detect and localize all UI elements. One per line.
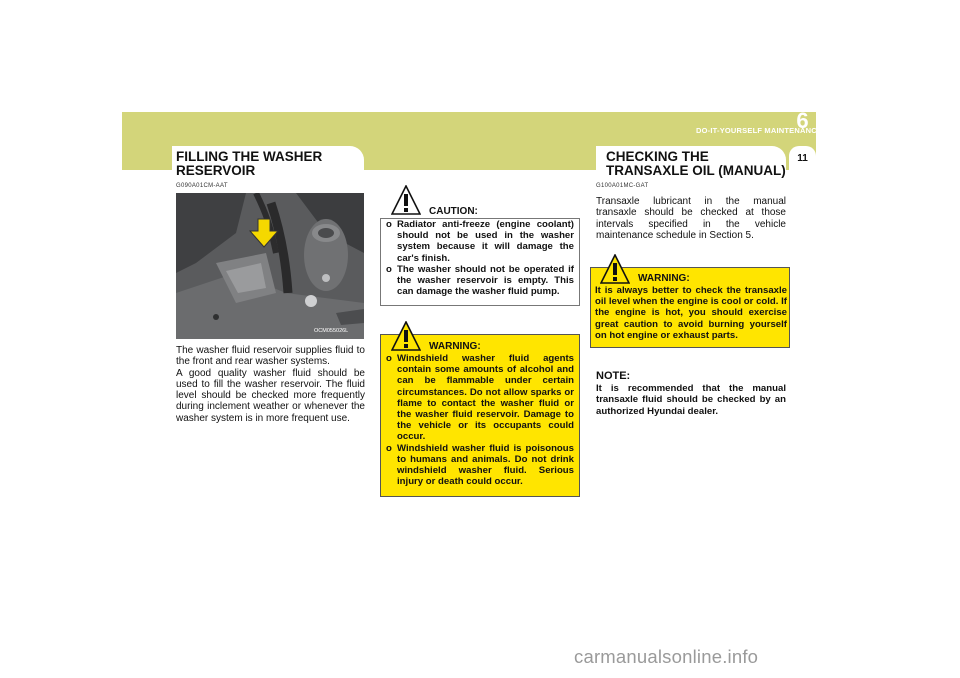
exclamation-triangle-icon (391, 321, 421, 351)
right-title-line2: TRANSAXLE OIL (MANUAL) (606, 163, 786, 178)
note-text: It is recommended that the manual transaxle fluid should be checked by an authorized Hyundai dealer. (596, 383, 786, 417)
caution-item-2-text: The washer should not be operated if the washer reservoir is empty. This can damage the washer fluid pump. (397, 263, 574, 298)
transaxle-warning-title: WARNING: (638, 273, 690, 284)
exclamation-triangle-icon (391, 185, 421, 215)
bullet: o (386, 263, 392, 275)
left-title-line1: FILLING THE WASHER (176, 149, 323, 164)
caution-item-1-text: Radiator anti-freeze (engine coolant) should not be used in the washer system because it will damage the car's finish. (397, 219, 574, 264)
left-body-text (176, 345, 365, 424)
watermark: carmanualsonline.info (574, 646, 759, 667)
note-title: NOTE: (596, 370, 631, 382)
caution-item-1 (386, 219, 574, 264)
washer-warning-item-2-text: Windshield washer fluid is poisonous to humans and animals. Do not drink windshield washer fluid. Serious injury or death could occur. (397, 442, 574, 488)
bullet: o (386, 442, 392, 454)
left-section-title (176, 150, 322, 178)
exclamation-triangle-icon (600, 254, 630, 284)
bullet: o (386, 219, 392, 230)
washer-warning-item-1-text: Windshield washer fluid agents contain some amounts of alcohol and can be flammable under certain circumstances. Do not allow sparks or flame to contact the washer fluid or the washer fluid reservoir. Damage to the vehicle or its occupants could occur. (397, 353, 574, 443)
photo-code: OCM055026L (314, 328, 349, 334)
left-section-code: G090A01CM-AAT (176, 183, 228, 189)
washer-reservoir-photo (176, 193, 364, 339)
left-paragraph-1: The washer fluid reservoir supplies fluid to the front and rear washer systems. (176, 345, 365, 368)
caution-item-2 (386, 264, 574, 298)
bullet: o (386, 353, 392, 364)
page-number: 11 (797, 153, 808, 164)
left-title-line2: RESERVOIR (176, 163, 256, 178)
washer-warning-title: WARNING: (429, 341, 481, 352)
right-section-code: G100A01MC-GAT (596, 183, 649, 189)
chapter-number: 6 (796, 108, 809, 133)
right-body-text: Transaxle lubricant in the manual transaxle should be checked at those intervals specified in the vehicle maintenance schedule in Section 5. (596, 196, 786, 241)
chapter-label: DO-IT-YOURSELF MAINTENANCE (696, 126, 823, 135)
washer-warning-list (386, 353, 574, 487)
right-title-line1: CHECKING THE (606, 149, 709, 164)
caution-title: CAUTION: (429, 206, 478, 217)
washer-warning-item-1 (386, 353, 574, 443)
washer-warning-item-2 (386, 443, 574, 488)
right-section-title (606, 150, 786, 178)
caution-list (386, 219, 574, 297)
left-paragraph-2: A good quality washer fluid should be used to fill the washer reservoir. The fluid level should be checked more frequently during inclement weather or whenever the washer system is in more frequent use. (176, 367, 365, 424)
transaxle-warning-text: It is always better to check the transaxle oil level when the engine is cool or cold. If the engine is hot, you should exercise great caution to avoid burning yourself on hot engine or exhaust parts. (595, 285, 787, 341)
